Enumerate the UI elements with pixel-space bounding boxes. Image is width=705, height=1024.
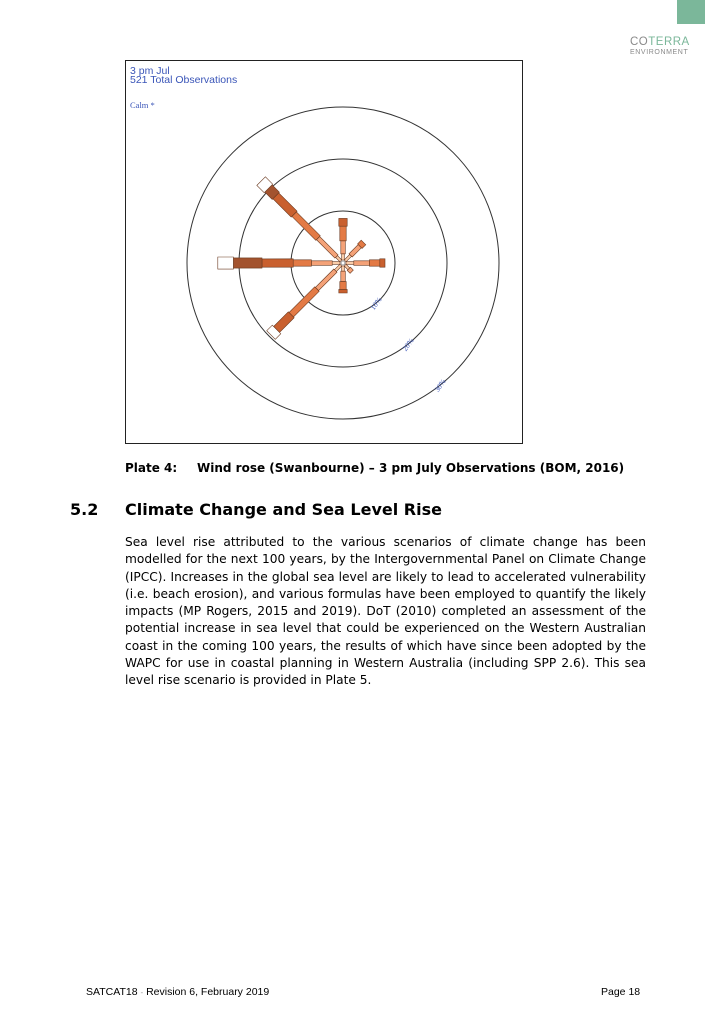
ring-label-3: 30% [432, 377, 448, 394]
rose-segment-180-1 [341, 271, 346, 281]
wind-rose-title-line1: 3 pm Jul [130, 65, 170, 77]
rose-segment-270-0 [332, 262, 340, 265]
rose-segment-270-1 [311, 261, 332, 266]
rose-segment-315-2 [292, 212, 320, 240]
wind-rose-calm-label: Calm * [130, 100, 155, 110]
footer-doc-id: SATCAT18 [86, 986, 138, 998]
body-paragraph [125, 534, 646, 690]
paragraph-line: impacts (MP Rogers, 2015 and 2019). DoT (2010) completed an assessment of the [125, 604, 646, 619]
footer-revision: Revision 6, February 2019 [146, 986, 270, 998]
plate-caption-text: Wind rose (Swanbourne) – 3 pm July Observations (BOM, 2016) [197, 461, 625, 475]
logo-wordmark [630, 36, 690, 48]
wind-rose-chart [126, 61, 522, 443]
paragraph-line: Sea level rise attributed to the various scenarios of climate change has been [125, 535, 646, 549]
paragraph-line: potential increase in sea level that could be experienced on the Western Australian [125, 621, 646, 636]
rose-segment-0-0 [342, 254, 345, 260]
rose-segment-270-5 [218, 257, 234, 269]
plate-caption-label: Plate 4: [125, 461, 178, 475]
wind-rose-figure [125, 60, 523, 444]
rose-segment-0-2 [340, 226, 346, 241]
paragraph-line: level rise scenario is provided in Plate 5. [125, 673, 372, 688]
rose-hub [341, 261, 345, 265]
corner-tab [677, 0, 705, 24]
rose-segment-315-3 [273, 193, 297, 217]
plate-caption [125, 461, 624, 475]
ring-label-2: 20% [400, 336, 416, 353]
rose-segment-180-3 [339, 289, 347, 293]
logo-part2: TERRA [648, 36, 690, 48]
rose-segment-0-1 [341, 241, 346, 254]
footer-separator: - [140, 988, 144, 997]
wind-rose-title-line2: 521 Total Observations [130, 74, 238, 86]
rose-segment-225-1 [315, 269, 337, 291]
wind-rose-spokes [218, 177, 385, 339]
rose-segment-90-1 [354, 261, 370, 266]
footer-page-number: Page 18 [601, 986, 641, 998]
logo-part1: CO [630, 36, 649, 48]
rose-segment-315-1 [317, 237, 339, 259]
rose-segment-0-3 [339, 218, 347, 226]
rose-segment-270-3 [262, 259, 293, 267]
rose-segment-270-2 [293, 260, 311, 266]
company-logo [630, 36, 690, 57]
section-title: Climate Change and Sea Level Rise [125, 500, 442, 519]
paragraph-line: (i.e. beach erosion), and various formulas have been employed to quantify the likely [125, 586, 646, 601]
rose-segment-90-3 [380, 259, 385, 267]
rose-segment-180-2 [340, 282, 346, 290]
rose-segment-225-2 [289, 287, 319, 317]
paragraph-line: coast in the coming 100 years, the results of which have since been adopted by the [125, 638, 646, 653]
paragraph-line: WAPC for use in coastal planning in Western Australia (including SPP 2.6). This sea [125, 656, 646, 671]
rose-segment-180-0 [342, 266, 345, 271]
ring-label-1: 10% [368, 295, 384, 312]
rose-segment-90-0 [346, 262, 354, 265]
section-number: 5.2 [70, 500, 99, 519]
logo-subtitle: ENVIRONMENT [630, 49, 689, 56]
rose-segment-90-2 [369, 260, 379, 266]
footer-doc-info [86, 986, 269, 998]
rose-segment-270-4 [233, 258, 262, 268]
rose-segment-45-1 [349, 245, 361, 257]
paragraph-line: (IPCC). Increases in the global sea level are likely to lead to accelerated vulnerability [125, 569, 646, 584]
paragraph-line: modelled for the next 100 years, by the Intergovernmental Panel on Climate Change [125, 552, 646, 567]
